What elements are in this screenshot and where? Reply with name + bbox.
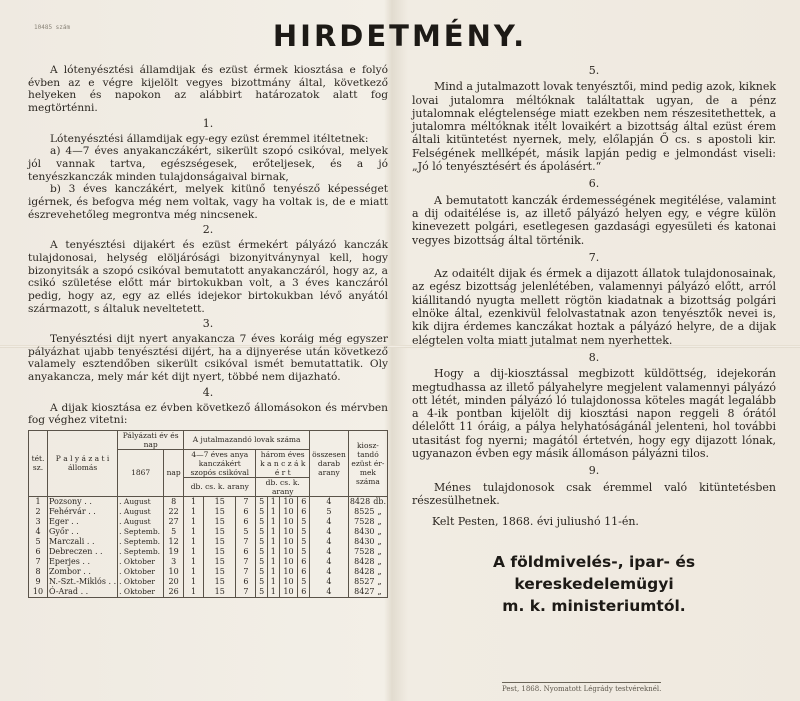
cell-station: Debreczen . . <box>48 547 118 557</box>
cell-a1: 1 <box>184 517 204 527</box>
cell-b2: 1 <box>267 557 279 567</box>
cell-b3: 10 <box>279 496 298 507</box>
cell-arany: 75 <box>354 516 365 526</box>
col-medal: kiosz-tandó ezüst ér-mek száma <box>348 430 387 496</box>
cell-unit: „ <box>377 526 382 536</box>
cell-arany_medal <box>348 587 387 598</box>
cell-station: Győr . . <box>48 527 118 537</box>
cell-b2: 1 <box>267 496 279 507</box>
right-column <box>412 64 776 617</box>
cell-unit: „ <box>377 506 382 516</box>
cell-tot: 4 <box>310 547 349 557</box>
cell-b1: 5 <box>256 557 268 567</box>
cell-station: Pozsony . . <box>48 496 118 507</box>
cell-b1: 5 <box>256 577 268 587</box>
section-4-number: 4. <box>202 385 214 399</box>
cell-b4: 6 <box>298 557 310 567</box>
cell-arany: 84 <box>354 536 365 546</box>
cell-a3: 7 <box>236 496 256 507</box>
cell-unit: db. <box>373 496 386 506</box>
cell-arany: 84 <box>354 586 365 596</box>
section-7-number: 7. <box>588 250 600 264</box>
col-units-a: db. cs. k. arany <box>184 477 256 496</box>
cell-b3: 10 <box>279 557 298 567</box>
cell-medal: 25 <box>364 506 375 516</box>
cell-n: 3 <box>29 517 48 527</box>
intro-paragraph: A lótenyésztési államdijak és ezüst érmek kiosztása e folyó évben az e végre kijelölt vegyes bizottmány által, következő helyeken és napokon az alábbirt határozatok alatt fog megtörténni. <box>28 64 388 115</box>
cell-day: 26 <box>164 587 184 598</box>
cell-b2: 1 <box>267 527 279 537</box>
cell-b1: 5 <box>256 547 268 557</box>
cell-b3: 10 <box>279 587 298 598</box>
cell-station: Marczali . . <box>48 537 118 547</box>
cell-b2: 1 <box>267 587 279 598</box>
cell-day: 3 <box>164 557 184 567</box>
cell-a1: 1 <box>184 587 204 598</box>
table-row <box>29 567 388 577</box>
cell-a1: 1 <box>184 507 204 517</box>
cell-b1: 5 <box>256 496 268 507</box>
section-5-text: Mind a jutalmazott lovak tenyésztői, mind pedig azok, kiknek lovai jutalomra méltóknak találtattak ugyan, de a pénz jutalomnak elégtelensége miatt ezekben nem részesitethettek, a jutalomra méltóknak itélt lovaikért a bizottság által ezüst érem általi kitüntetést nyernek, mely, előlapján Ő cs. s apostoli kir. Felségének mellképét, másik lapján pedig e jelmondást viseli: „Jó ló tenyésztésért és ápolásért.“ <box>412 80 776 174</box>
cell-b3: 10 <box>279 537 298 547</box>
cell-arany_medal <box>348 507 387 517</box>
col-year: 1867 <box>118 449 164 496</box>
section-6-text: A bemutatott kanczák érdemességének megitélése, valamint a dij odaitélése is, az illető pályázó helyen egy, e végre külön kinevezett polgári, esetlegesen gazdasági egyesületi és katonai vegyes bizottság által történik. <box>412 193 776 247</box>
cell-a2: 15 <box>204 577 236 587</box>
cell-month: . Septemb. <box>118 537 164 547</box>
cell-day: 12 <box>164 537 184 547</box>
cell-a3: 6 <box>236 507 256 517</box>
cell-tot: 4 <box>310 527 349 537</box>
cell-day: 27 <box>164 517 184 527</box>
cell-unit: „ <box>377 536 382 546</box>
cell-station: Eperjes . . <box>48 557 118 567</box>
cell-arany: 84 <box>349 496 361 506</box>
cell-b1: 5 <box>256 567 268 577</box>
cell-a1: 1 <box>184 496 204 507</box>
cell-a1: 1 <box>184 567 204 577</box>
cell-a2: 15 <box>204 517 236 527</box>
cell-arany: 84 <box>354 526 365 536</box>
section-8-number: 8. <box>588 350 600 364</box>
cell-unit: „ <box>377 556 382 566</box>
cell-b4: 5 <box>298 517 310 527</box>
cell-a3: 7 <box>236 557 256 567</box>
cell-a3: 7 <box>236 587 256 598</box>
col-total: összesen darab arany <box>310 430 349 496</box>
cell-arany_medal <box>348 577 387 587</box>
cell-medal: 27 <box>364 576 375 586</box>
col-units-b: db. cs. k. arany <box>256 477 310 496</box>
cell-day: 8 <box>164 496 184 507</box>
col-tet: tét. sz. <box>29 430 48 496</box>
cell-unit: „ <box>377 546 382 556</box>
cell-medal: 28 <box>364 556 375 566</box>
section-9-number: 9. <box>588 464 600 478</box>
cell-unit: „ <box>377 586 382 596</box>
col-day: nap <box>164 449 184 496</box>
cell-tot: 5 <box>310 507 349 517</box>
cell-b1: 5 <box>256 587 268 598</box>
cell-arany_medal <box>348 537 387 547</box>
cell-month: . Oktober <box>118 577 164 587</box>
section-2-text: A tenyésztési dijakért és ezüst érmekért pályázó kanczák tulajdonosai, helység elöljárósági bizonyitványnyal kell, hogy bizonyitsák a szopó csikóval bemutatott anyakanczáról, hogy az, a csikó születése előtt már birtokukban volt, a 3 éves kanczáról pedig, hogy az, egy az ellés idejekor birtokukban lévő anyától származott, s általuk neveltetett. <box>28 239 388 315</box>
cell-b3: 10 <box>279 547 298 557</box>
section-1-a: a) 4—7 éves anyakanczákért, sikerült szopó csikóval, melyek jól vannak tartva, egészségesek, erőteljesek, és a jó tenyészkanczák minden tulajdonságaival birnak, <box>28 145 388 183</box>
cell-arany_medal <box>348 496 387 507</box>
cell-b2: 1 <box>267 507 279 517</box>
col-4-7-mares: 4—7 éves anya kanczákért szopós csikóval <box>184 449 256 477</box>
cell-b2: 1 <box>267 577 279 587</box>
table-row <box>29 527 388 537</box>
printer-imprint: Pest, 1868. Nyomatott Légrády testvéreknél. <box>502 682 661 693</box>
cell-arany_medal <box>348 557 387 567</box>
cell-a1: 1 <box>184 537 204 547</box>
cell-day: 20 <box>164 577 184 587</box>
table-row <box>29 496 388 507</box>
section-4-text: A dijak kiosztása ez évben következő állomásokon és mérvben fog véghez vitetni: <box>28 401 388 427</box>
cell-month: . Oktober <box>118 567 164 577</box>
section-3-text: Tenyésztési dijt nyert anyakanczа 7 éves koráig még egyszer pályázhat ujabb tenyésztési dijért, ha a dijnyerése után következő valamely esztendőben sikerült csikóval ismét bemutattatik. Oly anyakancza, mely már két dijt nyert, többé nem dijazható. <box>28 333 388 384</box>
cell-b4: 5 <box>298 537 310 547</box>
cell-arany_medal <box>348 527 387 537</box>
table-row <box>29 507 388 517</box>
ministry-line-2: m. k. ministeriumtól. <box>502 596 686 615</box>
table-row <box>29 517 388 527</box>
cell-medal: 30 <box>364 536 375 546</box>
cell-b1: 5 <box>256 517 268 527</box>
cell-b3: 10 <box>279 507 298 517</box>
table-row <box>29 587 388 598</box>
cell-b4: 5 <box>298 547 310 557</box>
cell-b2: 1 <box>267 547 279 557</box>
cell-arany: 75 <box>354 546 365 556</box>
cell-station: N.-Szt.-Miklós . . <box>49 576 117 586</box>
cell-day: 5 <box>164 527 184 537</box>
cell-n: 1 <box>29 496 48 507</box>
cell-a3: 7 <box>236 567 256 577</box>
cell-b4: 6 <box>298 567 310 577</box>
cell-a3: 6 <box>236 577 256 587</box>
table-row <box>29 577 388 587</box>
cell-unit: „ <box>377 516 382 526</box>
cell-tot: 4 <box>310 496 349 507</box>
cell-month: . Septemb. <box>118 547 164 557</box>
ministry-signature <box>412 551 776 617</box>
cell-medal: 28 <box>364 566 375 576</box>
section-1-b: b) 3 éves kanczákért, melyek kitünő tenyésző képességet igérnek, és befogva még nem voltak, vagy ha voltak is, de e miatt észrevehetőleg megrontva még nincsenek. <box>28 183 388 221</box>
cell-station: Fehérvár . . <box>48 507 118 517</box>
cell-arany_medal <box>348 567 387 577</box>
cell-a2: 15 <box>204 547 236 557</box>
cell-a3: 6 <box>236 547 256 557</box>
cell-b4: 6 <box>298 587 310 598</box>
section-1-text: Lótenyésztési államdijak egy-egy ezüst éremmel itéltetnek: <box>50 132 369 145</box>
cell-arany: 84 <box>354 566 365 576</box>
cell-medal: 28 <box>364 546 375 556</box>
cell-tot: 4 <box>310 557 349 567</box>
cell-n: 7 <box>29 557 48 567</box>
cell-medal: 28 <box>364 516 375 526</box>
cell-a2: 15 <box>204 507 236 517</box>
table-row <box>29 557 388 567</box>
cell-a2: 15 <box>204 496 236 507</box>
cell-arany_medal <box>348 547 387 557</box>
col-3-mares: három éves k a n c z á k é r t <box>256 449 310 477</box>
col-station: P a l y á z a t i állomás <box>48 430 118 496</box>
cell-n: 8 <box>29 567 48 577</box>
cell-day: 19 <box>164 547 184 557</box>
cell-b3: 10 <box>279 517 298 527</box>
stations-table <box>28 430 388 598</box>
cell-tot: 4 <box>310 567 349 577</box>
cell-medal: 28 <box>360 496 371 506</box>
section-5-number: 5. <box>588 64 600 77</box>
cell-b3: 10 <box>279 567 298 577</box>
cell-month: . Oktober <box>118 587 164 598</box>
cell-month: . August <box>118 517 164 527</box>
cell-n: 10 <box>29 587 48 598</box>
cell-b3: 10 <box>279 527 298 537</box>
cell-a2: 15 <box>204 587 236 598</box>
cell-a3: 6 <box>236 517 256 527</box>
cell-b1: 5 <box>256 507 268 517</box>
stations-table-body <box>29 496 388 597</box>
cell-a3: 5 <box>236 527 256 537</box>
cell-a1: 1 <box>184 557 204 567</box>
cell-arany_medal <box>348 517 387 527</box>
cell-arany: 85 <box>354 576 365 586</box>
cell-station: Zombor . . <box>48 567 118 577</box>
cell-n: 2 <box>29 507 48 517</box>
cell-station: Eger . . <box>48 517 118 527</box>
reference-number: 10485 szám <box>34 24 71 31</box>
cell-a2: 15 <box>204 567 236 577</box>
cell-b2: 1 <box>267 517 279 527</box>
cell-tot: 4 <box>310 587 349 598</box>
cell-a2: 15 <box>204 537 236 547</box>
table-row <box>29 547 388 557</box>
cell-unit: „ <box>377 566 382 576</box>
cell-tot: 4 <box>310 537 349 547</box>
section-2-number: 2. <box>202 223 214 237</box>
cell-day: 22 <box>164 507 184 517</box>
cell-a1: 1 <box>184 577 204 587</box>
cell-b1: 5 <box>256 527 268 537</box>
cell-month: . Oktober <box>118 557 164 567</box>
cell-n: 6 <box>29 547 48 557</box>
cell-n: 9 <box>29 577 48 587</box>
table-row <box>29 537 388 547</box>
cell-medal: 30 <box>364 526 375 536</box>
col-time: Pályázati év és nap <box>118 430 184 449</box>
cell-b4: 6 <box>298 507 310 517</box>
section-3-number: 3. <box>202 317 214 331</box>
cell-station: Ó-Arad . . <box>48 587 118 598</box>
section-8-text: Hogy a dij-kiosztással megbizott küldöttség, idejekorán megtudhassa az illető pályahelyre megjelent valamennyi pályázó ott létét, minden pályázó ló tulajdonossa köteles magát legalább a 4-ik pontban kijelölt dij kiosztási napon reggeli 8 órától délelőtt 11 óráig, a pálya helyhatóságánál jelenteni, hol további utasitást fog nyerni; magától értetvén, hogy egy dijazott lónak, ugyanazon évben egy másik állomáson pályázni tilos. <box>412 367 776 461</box>
cell-a2: 15 <box>204 557 236 567</box>
col-reward: A jutalmazandó lovak száma <box>184 430 310 449</box>
cell-a1: 1 <box>184 527 204 537</box>
section-6-number: 6. <box>588 177 600 191</box>
section-1-number: 1. <box>202 116 214 130</box>
cell-n: 4 <box>29 527 48 537</box>
cell-b4: 5 <box>298 577 310 587</box>
cell-b3: 10 <box>279 577 298 587</box>
cell-day: 10 <box>164 567 184 577</box>
cell-medal: 27 <box>364 586 375 596</box>
cell-unit: „ <box>377 576 382 586</box>
cell-month: . August <box>118 507 164 517</box>
cell-b1: 5 <box>256 537 268 547</box>
cell-n: 5 <box>29 537 48 547</box>
cell-arany: 85 <box>354 506 365 516</box>
cell-b2: 1 <box>267 537 279 547</box>
cell-arany: 84 <box>354 556 365 566</box>
ministry-line-1: A földmivelés-, ipar- és kereskedelemügyi <box>492 552 696 593</box>
cell-a1: 1 <box>184 547 204 557</box>
cell-b4: 6 <box>298 496 310 507</box>
cell-b4: 5 <box>298 527 310 537</box>
section-9-text: Ménes tulajdonosok csak éremmel való kitüntetésben részesülhetnek. <box>412 480 776 507</box>
cell-b2: 1 <box>267 567 279 577</box>
cell-month: . August <box>118 496 164 507</box>
cell-a2: 15 <box>204 527 236 537</box>
section-7-text: Az odaitélt dijak és érmek a dijazott állatok tulajdonosainak, az egész bizottság jelenlétében, valamennyi pályázó előtt, arról kiállitandó nyugta mellett rögtön kiadatnak a bizottság polgári elnöke által, ezenkivül felolvastatnak azon tenyésztők nevei is, kik dijra érdemes kanczákat hoztak a pályázó helyre, de a dijak elégtelen volta miatt jutalmat nem nyerhettek. <box>412 267 776 347</box>
cell-tot: 4 <box>310 517 349 527</box>
poster-title: HIRDETMÉNY. <box>272 19 528 53</box>
cell-month: . Septemb. <box>118 527 164 537</box>
left-column <box>28 64 388 598</box>
date-line: Kelt Pesten, 1868. évi juliushó 11-én. <box>432 515 639 529</box>
cell-a3: 7 <box>236 537 256 547</box>
cell-tot: 4 <box>310 577 349 587</box>
